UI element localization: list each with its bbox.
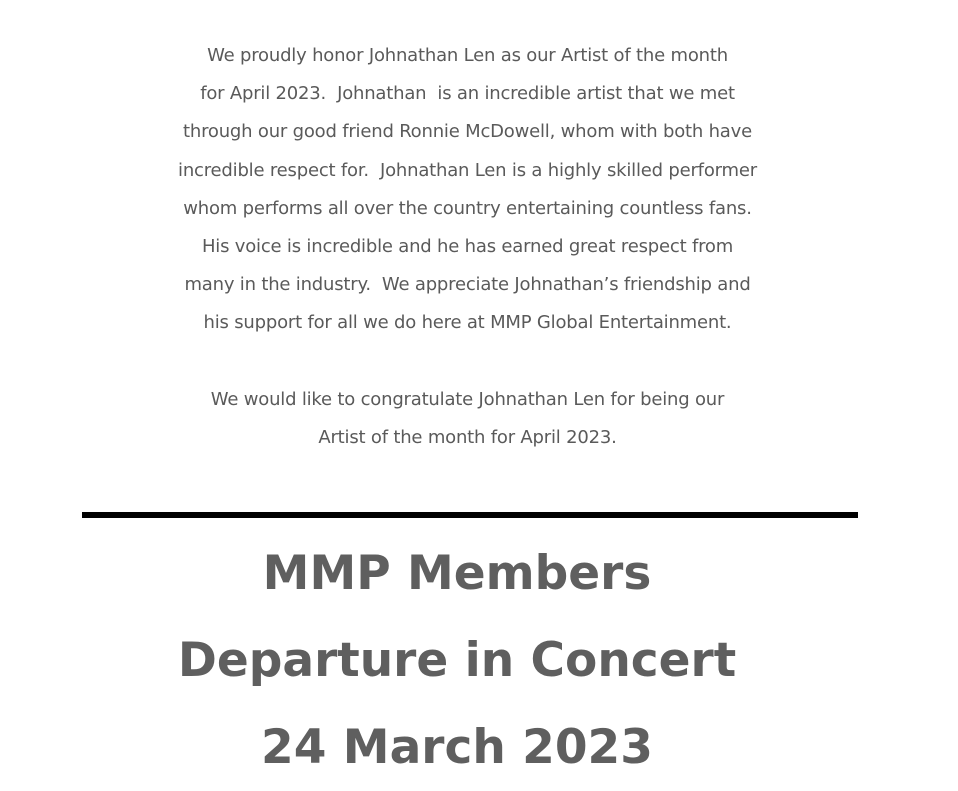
headline-line: Departure in Concert — [177, 633, 737, 688]
section-headline — [0, 530, 914, 791]
section-divider — [82, 512, 858, 518]
paragraph-gap — [0, 343, 935, 381]
article-line: We proudly honor Johnathan Len as our Artist of the month — [207, 45, 728, 66]
headline-line: 24 March 2023 — [261, 720, 653, 775]
headline-line: MMP Members — [262, 546, 652, 601]
closing-line: Artist of the month for April 2023. — [318, 426, 617, 448]
article-line: His voice is incredible and he has earned great respect from — [201, 236, 734, 258]
article-line: whom performs all over the country entertaining countless fans. — [183, 197, 752, 219]
artist-of-month-article — [0, 37, 935, 457]
article-line: many in the industry. We appreciate Johnathan’s friendship and — [184, 274, 751, 296]
article-line: through our good friend Ronnie McDowell, whom with both have — [183, 121, 752, 143]
article-line: incredible respect for. Johnathan Len is a highly skilled performer — [178, 159, 757, 181]
article-line: his support for all we do here at MMP Global Entertainment. — [203, 312, 732, 334]
article-line: for April 2023. Johnathan is an incredible artist that we met — [200, 83, 735, 105]
closing-line: We would like to congratulate Johnathan Len for being our — [210, 388, 725, 410]
